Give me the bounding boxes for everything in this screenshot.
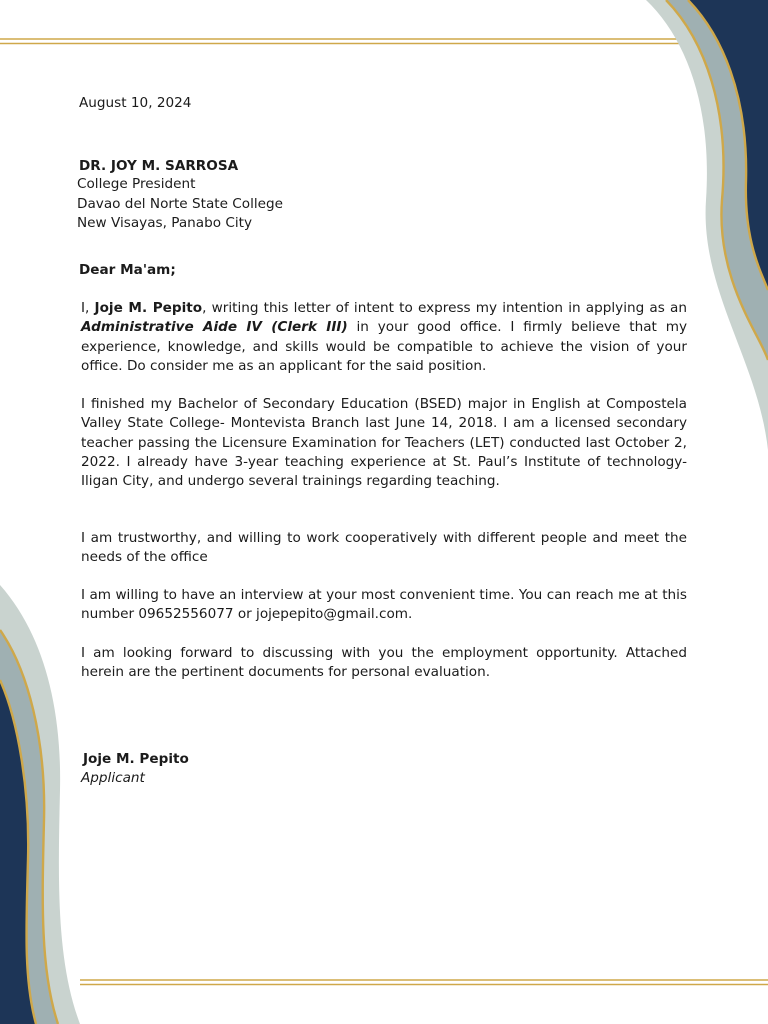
bottom-gold-rule: [80, 980, 768, 985]
recipient-institution: Davao del Norte State College: [77, 195, 284, 212]
paragraph-intent-text-a: , writing this letter of intent to express my intention in applying as an: [202, 300, 687, 316]
recipient-name: DR. JOY M. SARROSA: [79, 158, 239, 174]
bottom-left-wave: [0, 585, 80, 1024]
paragraph-intent-lead: I,: [81, 300, 95, 316]
signature-title: Applicant: [81, 770, 145, 787]
signature-block: [81, 750, 189, 789]
position-title: Administrative Aide IV (Clerk III): [81, 319, 348, 336]
paragraph-education: I finished my Bachelor of Secondary Education (BSED) major in English at Compostela Valley State College- Montevista Branch last June 14, 2018. I am a licensed secondary teacher passing the Licensure Examination for Teachers (LET) conducted last October 2, 2022. I already have 3-year teaching experience at St. Paul’s Institute of technology- Iligan City, and undergo several trainings regarding teaching.: [81, 396, 687, 490]
signature-name: Joje M. Pepito: [83, 751, 189, 767]
recipient-title: College President: [77, 176, 196, 193]
paragraph-closing: I am looking forward to discussing with you the employment opportunity. Attached herein are the pertinent documents for personal evaluation.: [81, 645, 687, 681]
paragraph-contact: I am willing to have an interview at your most convenient time. You can reach me at this number 09652556077 or jojepepito@gmail.com.: [81, 587, 687, 623]
salutation: Dear Ma'am;: [79, 262, 176, 278]
top-right-wave: [646, 0, 768, 450]
paragraph-traits: I am trustworthy, and willing to work cooperatively with different people and meet the needs of the office: [81, 530, 687, 566]
letter-date: August 10, 2024: [79, 95, 192, 111]
paragraph-intent-text-b: in your good office. I firmly believe that my experience, knowledge, and skills would be compatible to achieve the vision of your office. Do consider me as an applicant for the said position.: [81, 319, 687, 374]
top-gold-rule: [0, 39, 690, 44]
recipient-address: New Visayas, Panabo City: [77, 214, 253, 231]
recipient-block: [77, 157, 283, 233]
applicant-name-inline: Joje M. Pepito: [94, 300, 203, 316]
paragraph-intent: [81, 299, 687, 376]
